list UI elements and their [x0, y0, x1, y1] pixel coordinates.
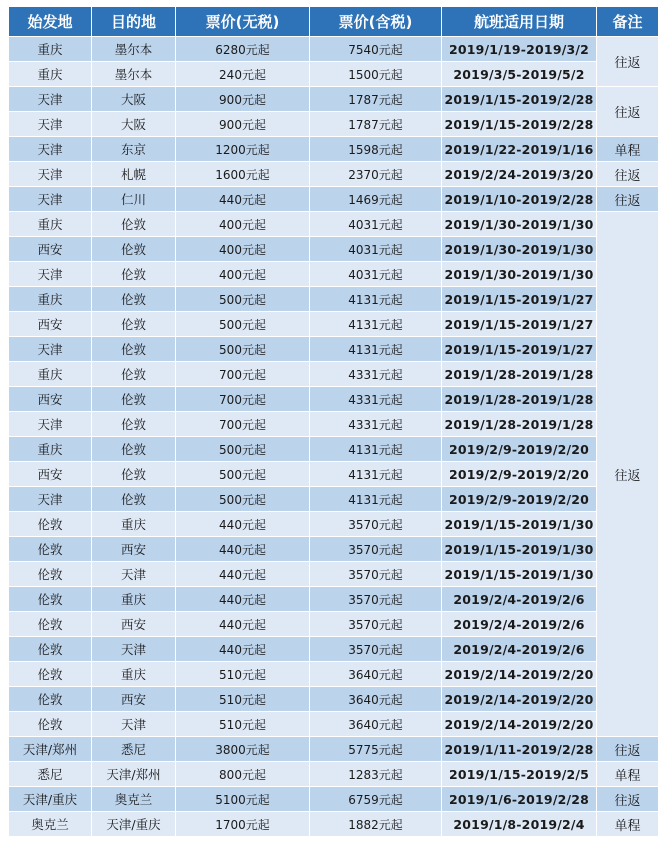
note-cell: 单程: [597, 762, 659, 787]
header-origin: 始发地: [9, 7, 92, 37]
table-row: [9, 212, 659, 237]
flight-dates-cell: 2019/1/15-2019/2/28: [442, 112, 597, 137]
origin-cell: 伦敦: [9, 612, 92, 637]
table-row: [9, 762, 659, 787]
table-row: [9, 737, 659, 762]
price-no-tax-cell: 5100元起: [176, 787, 310, 812]
destination-cell: 伦敦: [92, 462, 176, 487]
note-cell: 往返: [597, 737, 659, 762]
flight-dates-cell: 2019/1/15-2019/1/30: [442, 512, 597, 537]
flight-dates-cell: 2019/2/14-2019/2/20: [442, 712, 597, 737]
price-with-tax-cell: 4131元起: [310, 487, 442, 512]
destination-cell: 东京: [92, 137, 176, 162]
origin-cell: 西安: [9, 462, 92, 487]
origin-cell: 西安: [9, 237, 92, 262]
price-with-tax-cell: 6759元起: [310, 787, 442, 812]
note-cell: 往返: [597, 87, 659, 137]
origin-cell: 天津: [9, 187, 92, 212]
price-with-tax-cell: 3570元起: [310, 587, 442, 612]
destination-cell: 伦敦: [92, 262, 176, 287]
price-no-tax-cell: 440元起: [176, 562, 310, 587]
flight-dates-cell: 2019/1/15-2019/1/30: [442, 537, 597, 562]
destination-cell: 伦敦: [92, 312, 176, 337]
origin-cell: 悉尼: [9, 762, 92, 787]
table-row: [9, 262, 659, 287]
note-cell: 单程: [597, 137, 659, 162]
flight-dates-cell: 2019/1/8-2019/2/4: [442, 812, 597, 837]
price-with-tax-cell: 4131元起: [310, 287, 442, 312]
destination-cell: 西安: [92, 687, 176, 712]
origin-cell: 奥克兰: [9, 812, 92, 837]
destination-cell: 天津/重庆: [92, 812, 176, 837]
destination-cell: 天津: [92, 637, 176, 662]
price-with-tax-cell: 7540元起: [310, 37, 442, 62]
table-row: [9, 712, 659, 737]
destination-cell: 伦敦: [92, 387, 176, 412]
header-price-with-tax: 票价(含税): [310, 7, 442, 37]
table-row: [9, 237, 659, 262]
price-with-tax-cell: 3570元起: [310, 612, 442, 637]
price-with-tax-cell: 4031元起: [310, 212, 442, 237]
price-no-tax-cell: 440元起: [176, 587, 310, 612]
table-row: [9, 812, 659, 837]
table-row: [9, 637, 659, 662]
price-no-tax-cell: 440元起: [176, 612, 310, 637]
flight-dates-cell: 2019/1/28-2019/1/28: [442, 362, 597, 387]
flight-dates-cell: 2019/3/5-2019/5/2: [442, 62, 597, 87]
note-cell: 往返: [597, 212, 659, 737]
price-with-tax-cell: 4331元起: [310, 362, 442, 387]
destination-cell: 重庆: [92, 587, 176, 612]
flight-dates-cell: 2019/2/14-2019/2/20: [442, 662, 597, 687]
price-no-tax-cell: 440元起: [176, 187, 310, 212]
header-destination: 目的地: [92, 7, 176, 37]
table-row: [9, 362, 659, 387]
price-with-tax-cell: 4131元起: [310, 437, 442, 462]
price-no-tax-cell: 510元起: [176, 712, 310, 737]
origin-cell: 天津: [9, 112, 92, 137]
table-row: [9, 87, 659, 112]
flight-dates-cell: 2019/1/15-2019/1/30: [442, 562, 597, 587]
price-with-tax-cell: 1882元起: [310, 812, 442, 837]
price-no-tax-cell: 6280元起: [176, 37, 310, 62]
destination-cell: 西安: [92, 537, 176, 562]
table-row: [9, 62, 659, 87]
flight-dates-cell: 2019/2/9-2019/2/20: [442, 437, 597, 462]
price-no-tax-cell: 500元起: [176, 337, 310, 362]
origin-cell: 天津/郑州: [9, 737, 92, 762]
destination-cell: 墨尔本: [92, 62, 176, 87]
flight-dates-cell: 2019/1/15-2019/2/5: [442, 762, 597, 787]
destination-cell: 西安: [92, 612, 176, 637]
price-with-tax-cell: 2370元起: [310, 162, 442, 187]
price-with-tax-cell: 3570元起: [310, 562, 442, 587]
price-no-tax-cell: 700元起: [176, 362, 310, 387]
origin-cell: 天津: [9, 137, 92, 162]
price-no-tax-cell: 400元起: [176, 262, 310, 287]
origin-cell: 重庆: [9, 287, 92, 312]
destination-cell: 悉尼: [92, 737, 176, 762]
price-with-tax-cell: 4031元起: [310, 237, 442, 262]
origin-cell: 天津/重庆: [9, 787, 92, 812]
table-row: [9, 487, 659, 512]
table-row: [9, 137, 659, 162]
header-price-no-tax: 票价(无税): [176, 7, 310, 37]
price-no-tax-cell: 1700元起: [176, 812, 310, 837]
price-no-tax-cell: 700元起: [176, 387, 310, 412]
price-no-tax-cell: 500元起: [176, 287, 310, 312]
price-no-tax-cell: 3800元起: [176, 737, 310, 762]
note-cell: 往返: [597, 787, 659, 812]
fare-table-container: [8, 6, 658, 837]
flight-dates-cell: 2019/2/4-2019/2/6: [442, 637, 597, 662]
table-row: [9, 612, 659, 637]
price-no-tax-cell: 900元起: [176, 87, 310, 112]
price-no-tax-cell: 500元起: [176, 312, 310, 337]
flight-dates-cell: 2019/1/6-2019/2/28: [442, 787, 597, 812]
price-no-tax-cell: 500元起: [176, 487, 310, 512]
note-cell: 往返: [597, 37, 659, 87]
price-with-tax-cell: 3570元起: [310, 637, 442, 662]
price-no-tax-cell: 440元起: [176, 537, 310, 562]
table-row: [9, 512, 659, 537]
origin-cell: 天津: [9, 162, 92, 187]
destination-cell: 天津: [92, 562, 176, 587]
destination-cell: 伦敦: [92, 362, 176, 387]
flight-dates-cell: 2019/2/4-2019/2/6: [442, 612, 597, 637]
table-row: [9, 462, 659, 487]
table-row: [9, 162, 659, 187]
price-with-tax-cell: 1469元起: [310, 187, 442, 212]
price-with-tax-cell: 3640元起: [310, 662, 442, 687]
flight-dates-cell: 2019/1/28-2019/1/28: [442, 387, 597, 412]
table-row: [9, 787, 659, 812]
price-with-tax-cell: 1598元起: [310, 137, 442, 162]
origin-cell: 西安: [9, 387, 92, 412]
origin-cell: 伦敦: [9, 662, 92, 687]
destination-cell: 大阪: [92, 87, 176, 112]
destination-cell: 天津/郑州: [92, 762, 176, 787]
note-cell: 往返: [597, 187, 659, 212]
origin-cell: 天津: [9, 262, 92, 287]
origin-cell: 伦敦: [9, 512, 92, 537]
flight-dates-cell: 2019/1/15-2019/1/27: [442, 337, 597, 362]
price-with-tax-cell: 4131元起: [310, 337, 442, 362]
table-body: [9, 37, 659, 837]
destination-cell: 伦敦: [92, 487, 176, 512]
flight-dates-cell: 2019/2/14-2019/2/20: [442, 687, 597, 712]
price-no-tax-cell: 510元起: [176, 662, 310, 687]
price-no-tax-cell: 500元起: [176, 437, 310, 462]
price-with-tax-cell: 4131元起: [310, 462, 442, 487]
header-notes: 备注: [597, 7, 659, 37]
destination-cell: 札幌: [92, 162, 176, 187]
flight-dates-cell: 2019/2/4-2019/2/6: [442, 587, 597, 612]
destination-cell: 天津: [92, 712, 176, 737]
destination-cell: 伦敦: [92, 337, 176, 362]
fare-table: [8, 6, 659, 837]
table-row: [9, 537, 659, 562]
table-row: [9, 587, 659, 612]
note-cell: 往返: [597, 162, 659, 187]
header-flight-dates: 航班适用日期: [442, 7, 597, 37]
price-no-tax-cell: 800元起: [176, 762, 310, 787]
price-no-tax-cell: 440元起: [176, 512, 310, 537]
destination-cell: 伦敦: [92, 237, 176, 262]
price-with-tax-cell: 4331元起: [310, 412, 442, 437]
destination-cell: 奥克兰: [92, 787, 176, 812]
origin-cell: 天津: [9, 487, 92, 512]
flight-dates-cell: 2019/1/30-2019/1/30: [442, 262, 597, 287]
price-with-tax-cell: 4331元起: [310, 387, 442, 412]
origin-cell: 伦敦: [9, 712, 92, 737]
table-row: [9, 312, 659, 337]
table-row: [9, 187, 659, 212]
price-no-tax-cell: 440元起: [176, 637, 310, 662]
flight-dates-cell: 2019/1/30-2019/1/30: [442, 212, 597, 237]
flight-dates-cell: 2019/2/9-2019/2/20: [442, 487, 597, 512]
table-row: [9, 437, 659, 462]
price-with-tax-cell: 1283元起: [310, 762, 442, 787]
origin-cell: 重庆: [9, 37, 92, 62]
price-with-tax-cell: 1787元起: [310, 87, 442, 112]
flight-dates-cell: 2019/1/11-2019/2/28: [442, 737, 597, 762]
destination-cell: 重庆: [92, 512, 176, 537]
table-row: [9, 287, 659, 312]
origin-cell: 天津: [9, 412, 92, 437]
price-with-tax-cell: 3570元起: [310, 512, 442, 537]
origin-cell: 重庆: [9, 62, 92, 87]
origin-cell: 伦敦: [9, 687, 92, 712]
price-with-tax-cell: 1787元起: [310, 112, 442, 137]
price-no-tax-cell: 900元起: [176, 112, 310, 137]
price-no-tax-cell: 400元起: [176, 237, 310, 262]
origin-cell: 重庆: [9, 437, 92, 462]
destination-cell: 伦敦: [92, 437, 176, 462]
header-row: [9, 7, 659, 37]
flight-dates-cell: 2019/2/9-2019/2/20: [442, 462, 597, 487]
flight-dates-cell: 2019/1/30-2019/1/30: [442, 237, 597, 262]
price-with-tax-cell: 4031元起: [310, 262, 442, 287]
price-no-tax-cell: 240元起: [176, 62, 310, 87]
flight-dates-cell: 2019/1/15-2019/2/28: [442, 87, 597, 112]
origin-cell: 重庆: [9, 212, 92, 237]
price-with-tax-cell: 3570元起: [310, 537, 442, 562]
price-no-tax-cell: 510元起: [176, 687, 310, 712]
flight-dates-cell: 2019/1/15-2019/1/27: [442, 287, 597, 312]
destination-cell: 仁川: [92, 187, 176, 212]
table-row: [9, 662, 659, 687]
price-no-tax-cell: 500元起: [176, 462, 310, 487]
price-with-tax-cell: 3640元起: [310, 712, 442, 737]
flight-dates-cell: 2019/1/15-2019/1/27: [442, 312, 597, 337]
table-row: [9, 687, 659, 712]
origin-cell: 伦敦: [9, 587, 92, 612]
price-with-tax-cell: 4131元起: [310, 312, 442, 337]
flight-dates-cell: 2019/1/22-2019/1/16: [442, 137, 597, 162]
table-row: [9, 112, 659, 137]
table-row: [9, 562, 659, 587]
price-no-tax-cell: 700元起: [176, 412, 310, 437]
origin-cell: 伦敦: [9, 562, 92, 587]
flight-dates-cell: 2019/1/28-2019/1/28: [442, 412, 597, 437]
price-with-tax-cell: 5775元起: [310, 737, 442, 762]
table-row: [9, 412, 659, 437]
price-with-tax-cell: 3640元起: [310, 687, 442, 712]
flight-dates-cell: 2019/1/19-2019/3/2: [442, 37, 597, 62]
price-no-tax-cell: 1600元起: [176, 162, 310, 187]
origin-cell: 伦敦: [9, 637, 92, 662]
origin-cell: 西安: [9, 312, 92, 337]
flight-dates-cell: 2019/2/24-2019/3/20: [442, 162, 597, 187]
flight-dates-cell: 2019/1/10-2019/2/28: [442, 187, 597, 212]
destination-cell: 墨尔本: [92, 37, 176, 62]
price-with-tax-cell: 1500元起: [310, 62, 442, 87]
origin-cell: 天津: [9, 337, 92, 362]
table-header: [9, 7, 659, 37]
table-row: [9, 387, 659, 412]
price-no-tax-cell: 400元起: [176, 212, 310, 237]
origin-cell: 伦敦: [9, 537, 92, 562]
table-row: [9, 37, 659, 62]
destination-cell: 伦敦: [92, 212, 176, 237]
table-row: [9, 337, 659, 362]
destination-cell: 伦敦: [92, 287, 176, 312]
destination-cell: 伦敦: [92, 412, 176, 437]
destination-cell: 重庆: [92, 662, 176, 687]
price-no-tax-cell: 1200元起: [176, 137, 310, 162]
destination-cell: 大阪: [92, 112, 176, 137]
note-cell: 单程: [597, 812, 659, 837]
origin-cell: 天津: [9, 87, 92, 112]
origin-cell: 重庆: [9, 362, 92, 387]
